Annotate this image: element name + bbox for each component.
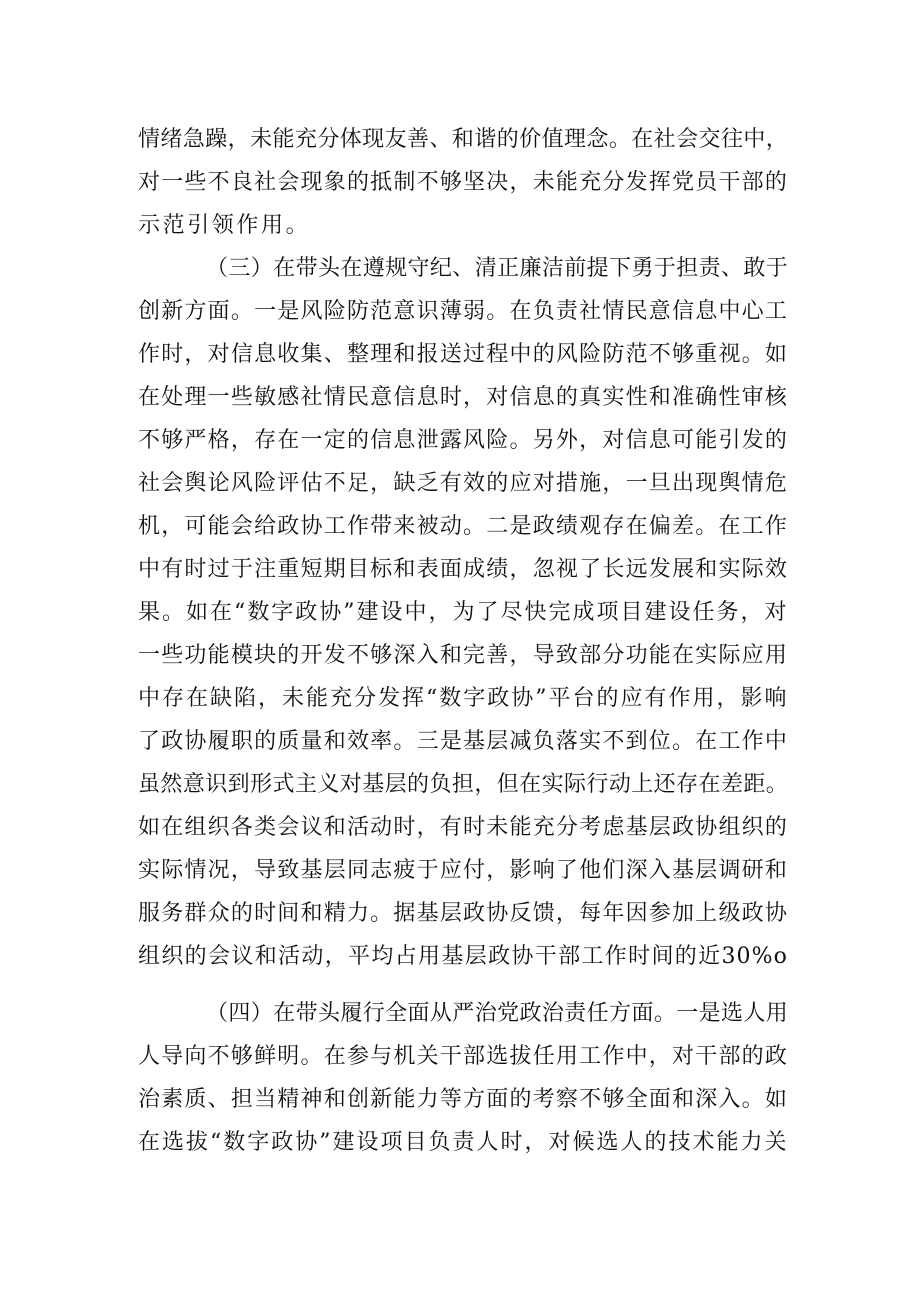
text-line: 治素质、担当精神和创新能力等方面的考察不够全面和深入。如: [138, 1087, 788, 1112]
text-line: 对一些不良社会现象的抵制不够坚决，未能充分发挥党员干部的: [138, 170, 788, 195]
text-line: 社会舆论风险评估不足，缺乏有效的应对措施，一旦出现舆情危: [138, 471, 788, 496]
text-line: 虽然意识到形式主义对基层的负担，但在实际行动上还存在差距。: [138, 772, 788, 797]
text-line: 中存在缺陷，未能充分发挥“数字政协”平台的应有作用，影响: [138, 686, 789, 711]
text-line: 情绪急躁，未能充分体现友善、和谐的价值理念。在社会交往中，: [138, 127, 788, 152]
text-line: 如在组织各类会议和活动时，有时未能充分考虑基层政协组织的: [138, 815, 788, 840]
paragraph-heading-4: （四）在带头履行全面从严治党政治责任方面。一是选人用: [206, 1001, 788, 1026]
text-line: 在选拔“数字政协”建设项目负责人时，对候选人的技术能力关: [138, 1130, 789, 1155]
text-line: 机，可能会给政协工作带来被动。二是政绩观存在偏差。在工作: [138, 514, 788, 539]
text-line: 组织的会议和活动，平均占用基层政协干部工作时间的近30%o: [138, 944, 788, 969]
text-line: 人导向不够鲜明。在参与机关干部选拔任用工作中，对干部的政: [138, 1044, 788, 1069]
text-line: 实际情况，导致基层同志疲于应付，影响了他们深入基层调研和: [138, 858, 788, 883]
text-line: 在处理一些敏感社情民意信息时，对信息的真实性和准确性审核: [138, 385, 788, 410]
text-line: 示范引领作用。: [138, 213, 311, 238]
text-line: 了政协履职的质量和效率。三是基层减负落实不到位。在工作中: [138, 729, 788, 754]
text-line: 一些功能模块的开发不够深入和完善，导致部分功能在实际应用: [138, 643, 788, 668]
paragraph-heading-3: （三）在带头在遵规守纪、清正廉洁前提下勇于担责、敢于: [206, 256, 788, 281]
text-line: 服务群众的时间和精力。据基层政协反馈，每年因参加上级政协: [138, 901, 788, 926]
text-line: 作时，对信息收集、整理和报送过程中的风险防范不够重视。如: [138, 342, 788, 367]
text-line: 不够严格，存在一定的信息泄露风险。另外，对信息可能引发的: [138, 428, 788, 453]
text-line: 果。如在“数字政协”建设中，为了尽快完成项目建设任务，对: [138, 600, 789, 625]
text-line: 中有时过于注重短期目标和表面成绩，忽视了长远发展和实际效: [138, 557, 788, 582]
text-line: 创新方面。一是风险防范意识薄弱。在负责社情民意信息中心工: [138, 299, 788, 324]
